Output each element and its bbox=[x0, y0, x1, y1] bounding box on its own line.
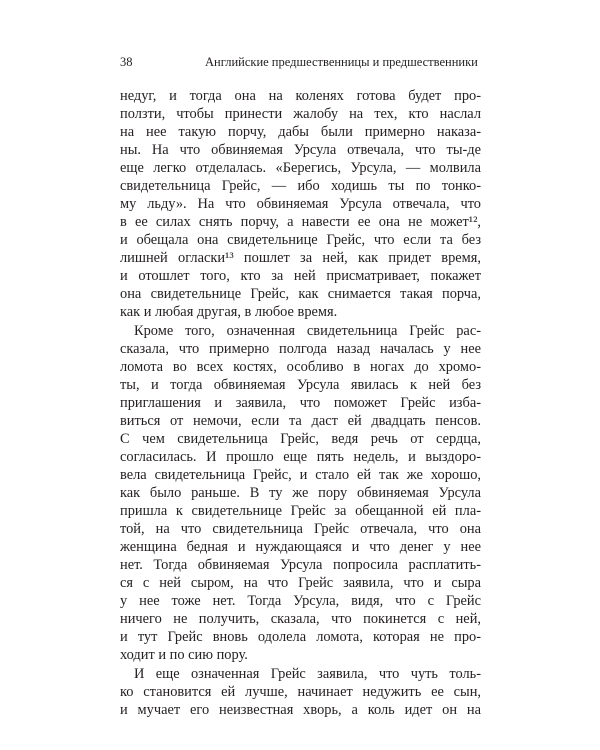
text-line: она свидетельнице Грейс, как снимается такая порча, bbox=[120, 286, 481, 302]
text-line: нет. Тогда обвиняемая Урсула попросила расплатить- bbox=[120, 557, 481, 573]
text-line: и обещала она свидетельнице Грейс, что если та без bbox=[120, 232, 481, 248]
text-line: ко становится ей лучше, начинает недужить ее сын, bbox=[120, 684, 481, 700]
text-line: женщина бедная и нуждающаяся и что денег у нее bbox=[120, 539, 481, 555]
text-line: му льду». На что обвиняемая Урсула отвечала, что bbox=[120, 196, 481, 212]
text-line: свидетельница Грейс, — ибо ходишь ты по тонко- bbox=[120, 178, 481, 194]
text-line: согласилась. И прошло еще пять недель, и выздоро- bbox=[120, 449, 481, 465]
text-line: вела свидетельница Грейс, и стало ей так же хорошо, bbox=[120, 467, 481, 483]
text-line: И еще означенная Грейс заявила, что чуть толь- bbox=[134, 666, 481, 682]
text-line: на нее такую порчу, дабы были примерно наказа- bbox=[120, 124, 481, 140]
text-line: в ее силах снять порчу, а навести ее она не может¹², bbox=[120, 214, 481, 230]
text-line: и тут Грейс вновь одолела ломота, которая не про- bbox=[120, 629, 481, 645]
text-line: и отошлет того, кто за ней присматривает, покажет bbox=[120, 268, 481, 284]
text-line: лишней огласки¹³ пошлет за ней, как придет время, bbox=[120, 250, 481, 266]
text-line: пришла к свидетельнице Грейс за обещанной ей пла- bbox=[120, 503, 481, 519]
text-line: ломота во всех костях, особливо в ногах до хромо- bbox=[120, 359, 481, 375]
body-text bbox=[120, 87, 481, 719]
text-line: и мучает его неизвестная хворь, а коль идет он на bbox=[120, 702, 481, 718]
text-line: как было раньше. В ту же пору обвиняемая Урсула bbox=[120, 485, 481, 501]
text-line: той, на что свидетельница Грейс отвечала, что она bbox=[120, 521, 481, 537]
text-line: еще легко отделалась. «Берегись, Урсула, — молвила bbox=[120, 160, 481, 176]
text-line: Кроме того, означенная свидетельница Грейс рас- bbox=[134, 323, 481, 339]
text-line: приглашения и заявила, что поможет Грейс изба- bbox=[120, 395, 481, 411]
running-title: Английские предшественницы и предшественники bbox=[205, 55, 478, 69]
text-line: С чем свидетельница Грейс, ведя речь от сердца, bbox=[120, 431, 481, 447]
text-line: ны. На что обвиняемая Урсула отвечала, что ты-де bbox=[120, 142, 481, 158]
text-line: как и любая другая, в любое время. bbox=[120, 304, 338, 320]
text-line: виться от немочи, если та даст ей двадцать пенсов. bbox=[120, 413, 481, 429]
page-number: 38 bbox=[120, 55, 133, 69]
text-line: у нее тоже нет. Тогда Урсула, видя, что с Грейс bbox=[120, 593, 481, 609]
text-line: ходит и по сию пору. bbox=[120, 647, 248, 663]
text-line: ничего не получить, сказала, что покинется с ней, bbox=[120, 611, 481, 627]
text-line: недуг, и тогда она на коленях готова будет про- bbox=[120, 88, 481, 104]
text-line: ся с ней сыром, на что Грейс заявила, что и сыра bbox=[120, 575, 481, 591]
text-line: ты, и тогда обвиняемая Урсула явилась к ней без bbox=[120, 377, 481, 393]
text-line: сказала, что примерно полгода назад началась у нее bbox=[120, 341, 481, 357]
text-line: ползти, чтобы принести жалобу на тех, кто наслал bbox=[120, 106, 481, 122]
